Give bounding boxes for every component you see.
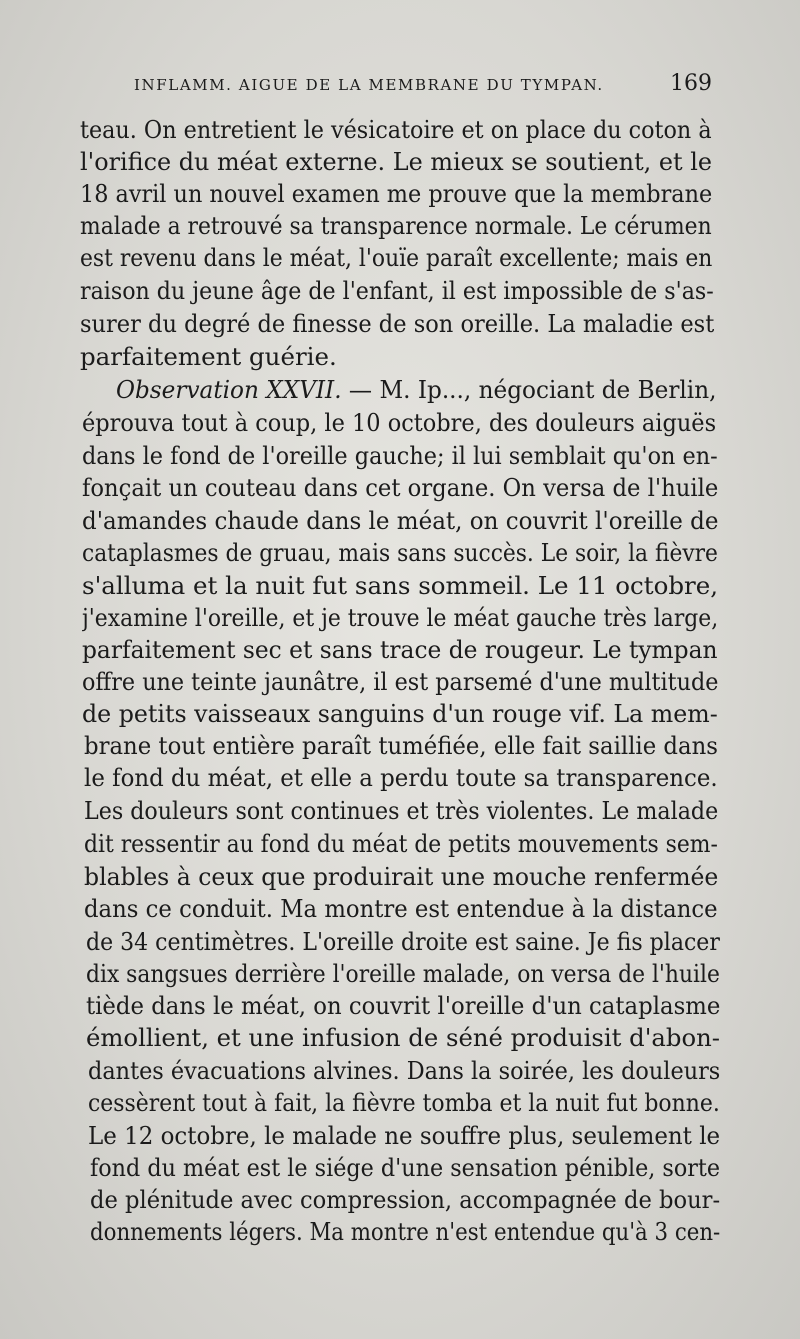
text-line: blables à ceux que produirait une mouche renfermée	[84, 862, 718, 891]
text-line: cessèrent tout à fait, la fièvre tomba et la nuit fut bonne.	[88, 1088, 720, 1117]
text-line: tiède dans le méat, on couvrit l'oreille d'un cataplasme	[86, 991, 720, 1020]
text-line: dantes évacuations alvines. Dans la soirée, les douleurs	[88, 1056, 720, 1085]
running-header	[134, 71, 714, 102]
text-line: fonçait un couteau dans cet organe. On versa de l'huile	[82, 473, 718, 502]
text-line: cataplasmes de gruau, mais sans succès. Le soir, la fièvre	[82, 538, 718, 567]
text-line: Le 12 octobre, le malade ne souffre plus, seulement le	[88, 1121, 720, 1150]
text-line: teau. On entretient le vésicatoire et on place du coton à	[80, 115, 712, 144]
observation-rest: — M. Ip..., négociant de Berlin,	[341, 375, 716, 404]
text-line: de 34 centimètres. L'oreille droite est saine. Je fis placer	[86, 927, 720, 956]
text-line: Les douleurs sont continues et très violentes. Le malade	[84, 796, 718, 825]
text-line: parfaitement guérie.	[80, 342, 337, 371]
observation-label: Observation XXVII.	[116, 375, 342, 404]
text-line: d'amandes chaude dans le méat, on couvrit l'oreille de	[82, 506, 718, 535]
observation-heading-line	[116, 374, 716, 406]
text-line: dit ressentir au fond du méat de petits mouvements sem-	[84, 829, 718, 858]
text-line: le fond du méat, et elle a perdu toute sa transparence.	[84, 763, 718, 792]
text-line: 18 avril un nouvel examen me prouve que la membrane	[80, 179, 712, 208]
text-line: l'orifice du méat externe. Le mieux se soutient, et le	[80, 147, 712, 176]
text-line: est revenu dans le méat, l'ouïe paraît excellente; mais en	[80, 243, 712, 272]
text-line: j'examine l'oreille, et je trouve le méat gauche très large,	[82, 603, 718, 632]
text-line: s'alluma et la nuit fut sans sommeil. Le 11 octobre,	[82, 571, 718, 600]
text-line: brane tout entière paraît tuméfiée, elle fait saillie dans	[84, 731, 718, 760]
text-line: dans le fond de l'oreille gauche; il lui semblait qu'on en-	[82, 441, 718, 470]
text-line: fond du méat est le siége d'une sensation pénible, sorte	[90, 1153, 720, 1182]
text-line: émollient, et une infusion de séné produisit d'abon-	[86, 1023, 720, 1052]
text-line: dans ce conduit. Ma montre est entendue à la distance	[84, 894, 718, 923]
running-title: INFLAMM. AIGUE DE LA MEMBRANE DU TYMPAN.	[134, 76, 604, 94]
text-line: dix sangsues derrière l'oreille malade, on versa de l'huile	[86, 959, 720, 988]
text-line: malade a retrouvé sa transparence normale. Le cérumen	[80, 211, 712, 240]
page-number: 169	[670, 71, 712, 96]
text-line: surer du degré de finesse de son oreille. La maladie est	[80, 309, 714, 338]
text-line: donnements légers. Ma montre n'est entendue qu'à 3 cen-	[90, 1217, 720, 1246]
text-line: de petits vaisseaux sanguins d'un rouge vif. La mem-	[82, 699, 718, 728]
text-line: parfaitement sec et sans trace de rougeur. Le tympan	[82, 635, 718, 664]
text-line: offre une teinte jaunâtre, il est parsemé d'une multitude	[82, 667, 718, 696]
text-line: raison du jeune âge de l'enfant, il est impossible de s'as-	[80, 276, 714, 305]
text-line: de plénitude avec compression, accompagnée de bour-	[90, 1185, 720, 1214]
text-line: éprouva tout à coup, le 10 octobre, des douleurs aiguës	[82, 408, 716, 437]
